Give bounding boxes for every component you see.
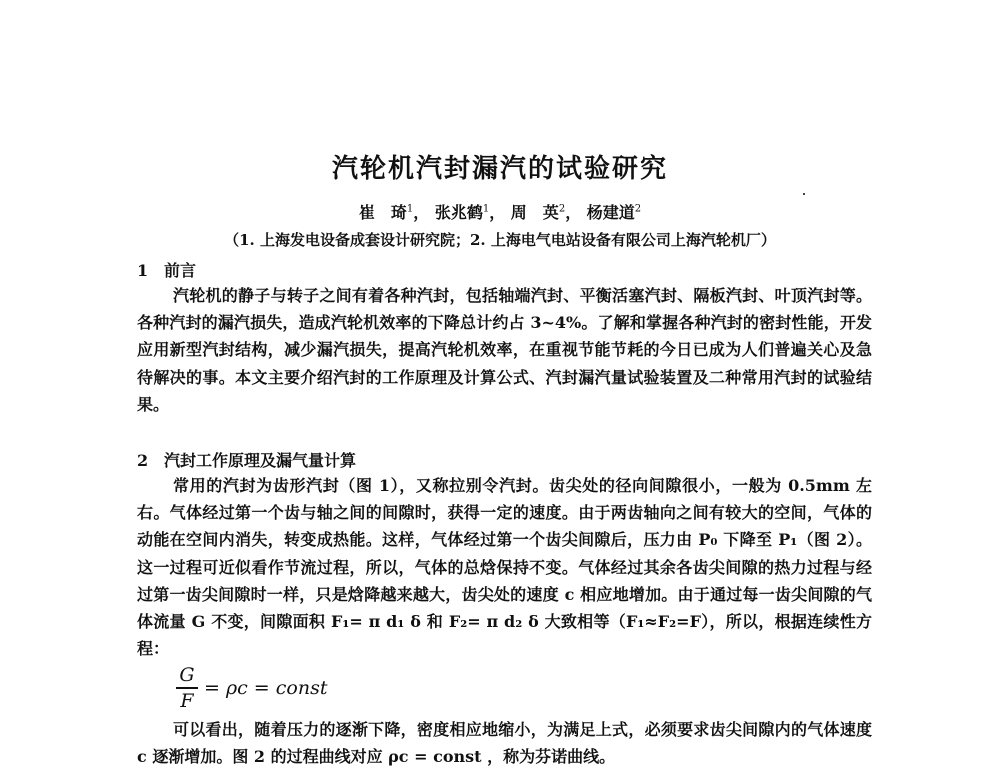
affiliations: （1. 上海发电设备成套设计研究院；2. 上海电气电站设备有限公司上海汽轮机厂） [224, 231, 776, 249]
author-name: 杨建道 [586, 203, 635, 222]
author-name: 周 英 [510, 203, 559, 222]
author-separator: ， [489, 203, 506, 222]
author-name: 张兆鹤 [434, 203, 483, 222]
section-title: 汽封工作原理及漏气量计算 [164, 451, 357, 470]
paper-title: 汽轮机汽封漏汽的试验研究 [331, 154, 668, 184]
author-separator: ， [413, 203, 430, 222]
section-number: 1 [137, 261, 149, 280]
fraction-bar [176, 687, 198, 689]
section-heading [137, 448, 356, 471]
equation-fraction [176, 665, 198, 711]
continuity-equation [176, 665, 327, 711]
fraction-denominator: F [180, 689, 194, 712]
author-affil-mark: 2 [634, 203, 642, 215]
author-affil-mark: 1 [406, 203, 414, 215]
author-list [0, 200, 1000, 223]
author-name: 崔 琦 [358, 203, 407, 222]
fraction-numerator: G [179, 664, 195, 686]
body-paragraph: 常用的汽封为齿形汽封（图 1），又称拉别令汽封。齿尖处的径向间隙很小，一般为 0.5mm 左右。气体经过第一个齿与轴之间的间隙时，获得一定的速度。由于两齿轴向之间有较大的空间，气体的动能在空间内消失，转变成热能。这样，气体经过第一个齿尖间隙后，压力由 P₀ 下降至 P₁（图 2）。这一过程可近似看作节流过程，所以，气体的总焓保持不变。气体经过其余各齿尖间隙的热力过程与经过第一齿尖间隙时一样，只是焓降越来越大，齿尖处的速度 c 相应地增加。由于通过每一齿尖间隙的气体流量 G 不变，间隙面积 F₁= π d₁ δ 和 F₂= π d₂ δ 大致相等（F₁≈F₂=F），所以，根据连续性方程： [137, 476, 872, 659]
equation-rhs: = ρc = const [204, 676, 328, 699]
body-paragraph: 汽轮机的静子与转子之间有着各种汽封，包括轴端汽封、平衡活塞汽封、隔板汽封、叶顶汽封等。各种汽封的漏汽损失，造成汽轮机效率的下降总计约占 3~4%。了解和掌握各种汽封的密封性能，开发应用新型汽封结构，减少漏汽损失，提高汽轮机效率，在重视节能节耗的今日已成为人们普遍关心及急待解决的事。本文主要介绍汽封的工作原理及计算公式、汽封漏汽量试验装置及二种常用汽封的试验结果。 [137, 286, 872, 414]
section-number: 2 [137, 451, 149, 470]
author-separator: ， [565, 203, 582, 222]
author-affil-mark: 1 [482, 203, 490, 215]
author-affil-mark: 2 [558, 203, 566, 215]
section-title: 前言 [164, 261, 197, 280]
body-paragraph: 可以看出，随着压力的逐渐下降，密度相应地缩小，为满足上式，必须要求齿尖间隙内的气体速度 c 逐渐增加。图 2 的过程曲线对应 ρc = const ，称为芬诺曲线。 [137, 720, 872, 767]
scan-speck [803, 193, 805, 195]
section-heading [137, 258, 196, 281]
